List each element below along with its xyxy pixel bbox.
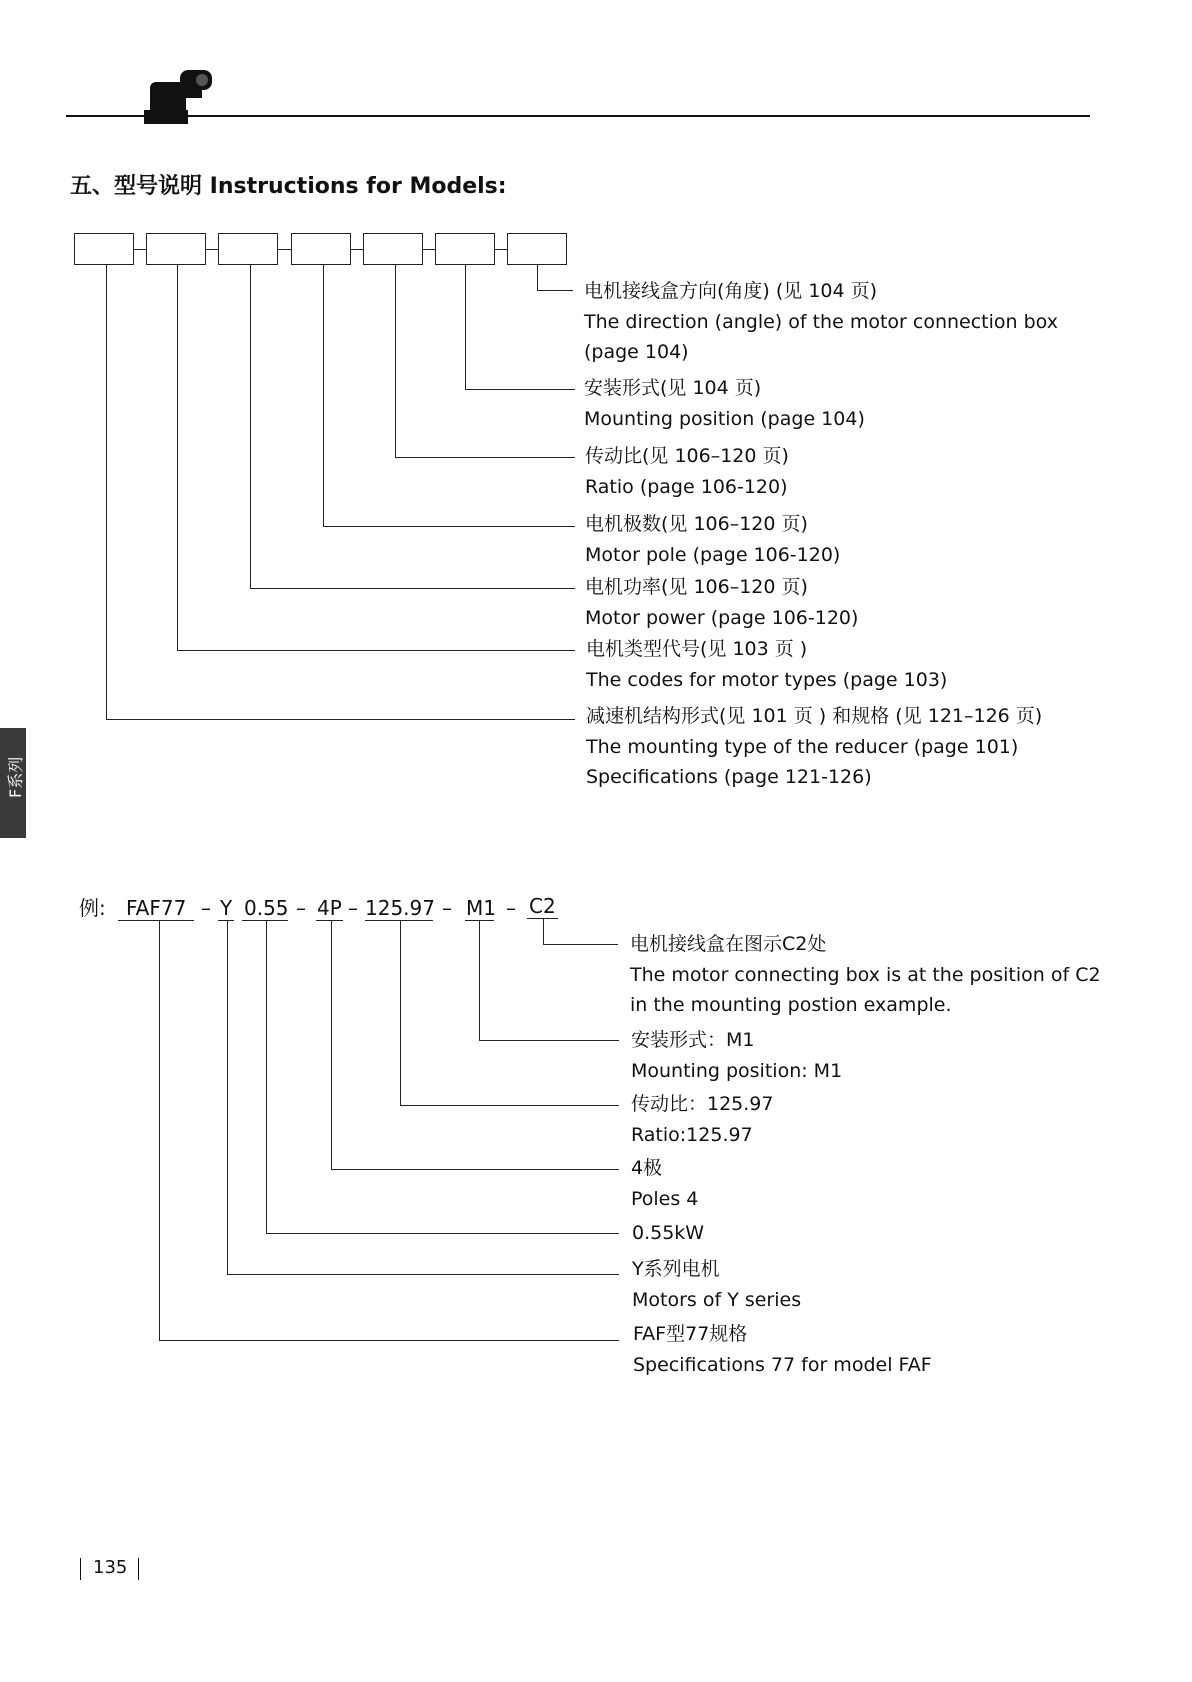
- example-item-6-en-1: Specifications 77 for model FAF: [633, 1354, 932, 1376]
- example-part-2: Y: [220, 896, 233, 920]
- legend-0-en-2: (page 104): [584, 341, 689, 363]
- legend-4-cn: 电机功率(见 106–120 页): [585, 576, 808, 598]
- legend-2-cn: 传动比(见 106–120 页): [585, 445, 789, 467]
- section-title: 五、型号说明 Instructions for Models:: [70, 174, 507, 199]
- example-sep-2: –: [296, 896, 306, 920]
- model-box-5: [363, 233, 423, 265]
- series-side-tab-label: F系列: [6, 756, 25, 798]
- example-part-5: 125.97: [365, 896, 435, 920]
- example-part-6: M1: [466, 896, 496, 920]
- example-part-3: 0.55: [244, 896, 289, 920]
- example-item-0-cn: 电机接线盒在图示C2处: [630, 933, 827, 955]
- legend-5-cn: 电机类型代号(见 103 页 ): [586, 638, 808, 660]
- example-item-2-en-1: Ratio:125.97: [631, 1124, 753, 1146]
- example-item-5-cn: Y系列电机: [632, 1258, 720, 1280]
- example-prefix: 例:: [79, 896, 106, 920]
- legend-1-cn: 安装形式(见 104 页): [584, 377, 762, 399]
- series-side-tab: [0, 728, 26, 838]
- legend-2-en-1: Ratio (page 106-120): [585, 476, 788, 498]
- page-number: 135: [93, 1557, 128, 1578]
- example-sep-4: –: [442, 896, 452, 920]
- model-box-2: [146, 233, 206, 265]
- example-item-1-cn: 安装形式：M1: [631, 1029, 755, 1051]
- example-item-3-en-1: Poles 4: [631, 1188, 699, 1210]
- legend-3-cn: 电机极数(见 106–120 页): [585, 513, 808, 535]
- legend-0-en-1: The direction (angle) of the motor connection box: [584, 311, 1058, 333]
- model-box-7: [507, 233, 567, 265]
- legend-5-en-1: The codes for motor types (page 103): [586, 669, 948, 691]
- model-box-6: [435, 233, 495, 265]
- example-item-2-cn: 传动比：125.97: [631, 1093, 774, 1115]
- model-box-1: [74, 233, 134, 265]
- example-item-5-en-1: Motors of Y series: [632, 1289, 802, 1311]
- example-sep-5: –: [506, 896, 516, 920]
- legend-6-en-1: The mounting type of the reducer (page 101): [586, 736, 1019, 758]
- legend-3-en-1: Motor pole (page 106-120): [585, 544, 841, 566]
- legend-1-en-1: Mounting position (page 104): [584, 408, 865, 430]
- legend-6-cn: 减速机结构形式(见 101 页 ) 和规格 (见 121–126 页): [586, 705, 1043, 727]
- example-part-1: FAF77: [126, 896, 187, 920]
- example-sep-1: –: [201, 896, 211, 920]
- gear-motor-logo: [140, 62, 220, 134]
- legend-0-cn: 电机接线盒方向(角度) (见 104 页): [584, 280, 878, 302]
- example-item-4-cn: 0.55kW: [632, 1222, 705, 1244]
- example-item-1-en-1: Mounting position: M1: [631, 1060, 843, 1082]
- example-part-7: C2: [529, 894, 556, 918]
- example-item-0-en-2: in the mounting postion example.: [630, 994, 952, 1016]
- example-part-4: 4P: [317, 896, 342, 920]
- legend-6-en-2: Specifications (page 121-126): [586, 766, 872, 788]
- example-item-0-en-1: The motor connecting box is at the position of C2: [630, 964, 1101, 986]
- legend-4-en-1: Motor power (page 106-120): [585, 607, 859, 629]
- example-item-3-cn: 4极: [631, 1157, 663, 1179]
- example-sep-3: –: [348, 896, 358, 920]
- model-box-4: [291, 233, 351, 265]
- example-item-6-cn: FAF型77规格: [633, 1323, 748, 1345]
- model-box-3: [218, 233, 278, 265]
